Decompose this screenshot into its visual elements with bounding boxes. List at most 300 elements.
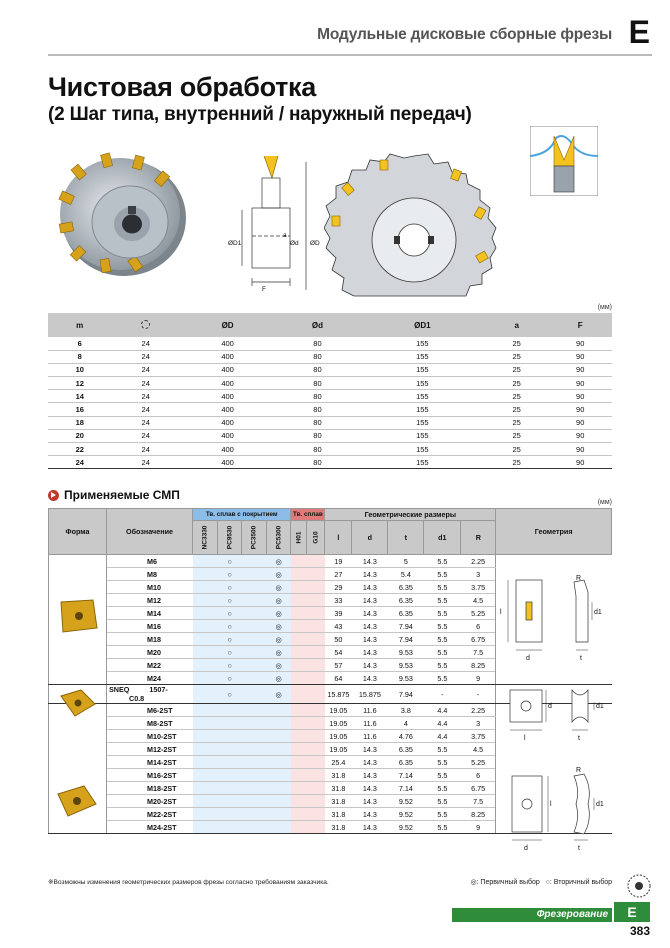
grade-cell [193, 581, 218, 594]
grade-cell [193, 756, 218, 769]
dimension-cell: 14.3 [352, 672, 388, 685]
grade-cell [193, 594, 218, 607]
table-cell: 80 [275, 443, 360, 456]
svg-text:t: t [580, 655, 582, 662]
table-cell: 90 [548, 456, 612, 469]
grade-cell [217, 756, 242, 769]
dimension-cell: 5.5 [424, 769, 461, 782]
cutter-front-drawing [324, 150, 504, 298]
dimension-cell: 15.875 [352, 685, 388, 704]
dimension-cell: 5.25 [461, 607, 496, 620]
grade-cell [307, 808, 325, 821]
table-cell: 25 [485, 416, 548, 429]
table-cell: 400 [180, 390, 275, 403]
dimension-cell: 5.5 [424, 594, 461, 607]
grade-cell [307, 672, 325, 685]
designation-cell: M20 [107, 646, 193, 659]
table-cell: 25 [485, 390, 548, 403]
table-cell: 24 [111, 337, 179, 350]
table-cell: 80 [275, 429, 360, 442]
insert-image-m-series [55, 598, 99, 634]
designation-cell: M12-2ST [107, 743, 193, 756]
table-cell: 400 [180, 337, 275, 350]
grade-cell: ○ [217, 659, 242, 672]
col-geom-dims: Геометрические размеры [325, 509, 496, 521]
grade-cell [217, 730, 242, 743]
dimension-cell: 27 [325, 568, 352, 581]
grade-cell [266, 808, 291, 821]
insert-image-sneq [57, 688, 97, 718]
grade-cell [217, 717, 242, 730]
legend [470, 878, 612, 886]
dimension-cell: 11.6 [352, 717, 388, 730]
grade-cell [242, 756, 267, 769]
grade-cell [291, 717, 307, 730]
dimension-cell: 31.8 [325, 769, 352, 782]
table-cell: 90 [548, 363, 612, 376]
table-cell: 25 [485, 403, 548, 416]
designation-cell: M18-2ST [107, 782, 193, 795]
dimension-cell: 8.25 [461, 808, 496, 821]
dimension-cell: 39 [325, 607, 352, 620]
dimension-cell: 5.4 [388, 568, 424, 581]
dimension-cell: 6.35 [388, 607, 424, 620]
table-cell: 24 [111, 416, 179, 429]
header-divider [48, 54, 652, 56]
dimension-cell: 7.5 [461, 646, 496, 659]
page-subtitle: (2 Шаг типа, внутренний / наружный передач) [48, 104, 472, 125]
grade-cell: ◎ [266, 633, 291, 646]
table-row [48, 456, 612, 469]
label-F: F [262, 286, 266, 293]
grade-cell: ○ [217, 685, 242, 704]
grade-cell: ◎ [266, 594, 291, 607]
grade-cell: ◎ [266, 646, 291, 659]
grade-cell [291, 808, 307, 821]
table-cell: 25 [485, 377, 548, 390]
dimension-cell: 5.5 [424, 743, 461, 756]
dimension-cell: 4.5 [461, 743, 496, 756]
grade-cell [291, 730, 307, 743]
dimension-cell: 9.52 [388, 795, 424, 808]
designation-cell: M8-2ST [107, 717, 193, 730]
grade-cell [242, 594, 267, 607]
dimension-cell: 4.4 [424, 717, 461, 730]
geometry-drawing-m-series [496, 572, 608, 664]
table-cell: 80 [275, 377, 360, 390]
table-cell: 24 [111, 403, 179, 416]
footer-letter: E [614, 902, 650, 922]
grade-cell [217, 782, 242, 795]
grade-cell [307, 717, 325, 730]
dimension-cell: 7.5 [461, 795, 496, 808]
col-teeth [111, 313, 179, 337]
dimension-cell: 31.8 [325, 808, 352, 821]
dimension-cell: 3 [461, 568, 496, 581]
grade-cell: ○ [217, 620, 242, 633]
table-cell: 400 [180, 443, 275, 456]
grade-cell [291, 620, 307, 633]
table-cell: 80 [275, 456, 360, 469]
table-cell: 20 [48, 429, 111, 442]
col-m: m [48, 313, 111, 337]
grade-cell [291, 633, 307, 646]
table-cell: 24 [48, 456, 111, 469]
grade-cell [291, 795, 307, 808]
table-cell: 155 [360, 403, 485, 416]
geometry-drawing-sneq [496, 682, 608, 742]
grade-cell: ◎ [266, 607, 291, 620]
table-cell: 90 [548, 443, 612, 456]
units-note-2: (мм) [597, 499, 612, 506]
dimension-cell: 14.3 [352, 808, 388, 821]
table-row [48, 390, 612, 403]
dimension-cell: 3 [461, 717, 496, 730]
dimension-cell: 54 [325, 646, 352, 659]
grade-cell [242, 730, 267, 743]
dimension-cell: 2.25 [461, 555, 496, 568]
insert-image-2st-series [54, 784, 98, 818]
grade-cell: ◎ [266, 685, 291, 704]
dimension-cell: 14.3 [352, 633, 388, 646]
table-cell: 90 [548, 403, 612, 416]
grade-cell [217, 704, 242, 717]
table-cell: 400 [180, 429, 275, 442]
dim-d: d [352, 521, 388, 555]
grade-cell: ○ [217, 594, 242, 607]
dimension-cell: 14.3 [352, 581, 388, 594]
dimension-cell: 25.4 [325, 756, 352, 769]
grade-cell [307, 743, 325, 756]
col-D: ØD [180, 313, 275, 337]
grade-cell: ◎ [266, 672, 291, 685]
grade-cell [307, 568, 325, 581]
grade-cell: ○ [217, 568, 242, 581]
dimension-cell: - [424, 685, 461, 704]
dim-t: t [388, 521, 424, 555]
grade-cell [291, 756, 307, 769]
designation-cell: M6 [107, 555, 193, 568]
col-geometry: Геометрия [496, 509, 612, 555]
grade-cell [266, 743, 291, 756]
dimension-cell: 14.3 [352, 607, 388, 620]
teeth-count-icon [141, 320, 150, 329]
grade-cell [193, 555, 218, 568]
grade-pc5300: PC5300 [266, 521, 291, 555]
col-F: F [548, 313, 612, 337]
dimension-cell: 19.05 [325, 730, 352, 743]
dimension-cell: 3.75 [461, 730, 496, 743]
grade-cell: ○ [217, 581, 242, 594]
dimension-cell: 9.53 [388, 659, 424, 672]
dimension-cell: 4.4 [424, 704, 461, 717]
designation-cell: M18 [107, 633, 193, 646]
grade-cell [217, 808, 242, 821]
dimension-cell: 14.3 [352, 620, 388, 633]
table-cell: 24 [111, 377, 179, 390]
dimension-cell: 5.5 [424, 555, 461, 568]
svg-text:d: d [526, 655, 530, 662]
grade-cell [242, 769, 267, 782]
dimension-cell: 5.5 [424, 808, 461, 821]
dimension-cell: 15.875 [325, 685, 352, 704]
grade-cell: ◎ [266, 555, 291, 568]
dimension-cell: 33 [325, 594, 352, 607]
grade-cell [242, 717, 267, 730]
table-cell: 90 [548, 377, 612, 390]
footnote: ※Возможны изменения геометрических размеров фрезы согласно требованиям заказчика. [48, 879, 329, 886]
grade-cell [193, 607, 218, 620]
table-cell: 90 [548, 350, 612, 363]
dimension-cell: 14.3 [352, 659, 388, 672]
dimension-cell: 11.6 [352, 704, 388, 717]
table-cell: 400 [180, 403, 275, 416]
svg-text:t: t [578, 735, 580, 742]
grade-cell [242, 646, 267, 659]
dimension-cell: 3.75 [461, 581, 496, 594]
dimension-cell: 6.35 [388, 743, 424, 756]
grade-cell: ○ [217, 633, 242, 646]
dimension-cell: 8.25 [461, 659, 496, 672]
table-cell: 80 [275, 416, 360, 429]
grade-cell [193, 821, 218, 834]
dimension-cell: 14.3 [352, 743, 388, 756]
grade-cell [242, 555, 267, 568]
table-row [48, 403, 612, 416]
table-row [48, 416, 612, 429]
dimension-cell: 19.05 [325, 717, 352, 730]
grade-cell [291, 782, 307, 795]
grade-cell: ◎ [266, 581, 291, 594]
dimension-cell: 6.75 [461, 633, 496, 646]
grade-cell: ◎ [266, 620, 291, 633]
inserts-section-title: Применяемые СМП [48, 488, 180, 502]
grade-cell [307, 821, 325, 834]
grade-cell [291, 769, 307, 782]
svg-text:R: R [576, 767, 582, 774]
grade-cell [291, 672, 307, 685]
designation-cell: M24 [107, 672, 193, 685]
grade-cell [307, 555, 325, 568]
grade-cell [242, 672, 267, 685]
table-cell: 80 [275, 363, 360, 376]
svg-text:l: l [500, 609, 502, 616]
dimension-cell: 43 [325, 620, 352, 633]
dimension-cell: 4.5 [461, 594, 496, 607]
dimension-cell: 4.4 [424, 730, 461, 743]
dim-d1: d1 [424, 521, 461, 555]
dimension-cell: 19.05 [325, 743, 352, 756]
label-a: a [283, 232, 287, 239]
dimension-cell: 7.14 [388, 769, 424, 782]
grade-cell [266, 730, 291, 743]
section-bullet-icon [48, 490, 59, 501]
dimension-cell: 5.5 [424, 581, 461, 594]
grade-cell [242, 568, 267, 581]
table-cell: 155 [360, 377, 485, 390]
grade-cell [217, 821, 242, 834]
dimension-cell: 9.53 [388, 672, 424, 685]
dimension-cell: 14.3 [352, 769, 388, 782]
grade-cell [307, 756, 325, 769]
label-D: ØD [310, 240, 320, 247]
grade-cell [291, 607, 307, 620]
grade-cell [193, 568, 218, 581]
dimension-cell: 11.6 [352, 730, 388, 743]
grade-cell [242, 581, 267, 594]
designation-cell: M22 [107, 659, 193, 672]
grade-cell [193, 704, 218, 717]
dimension-cell: 5 [388, 555, 424, 568]
dimension-cell: 6.75 [461, 782, 496, 795]
svg-text:t: t [578, 845, 580, 852]
table-cell: 24 [111, 390, 179, 403]
table-row [48, 443, 612, 456]
col-form: Форма [49, 509, 107, 555]
table-cell: 155 [360, 350, 485, 363]
table-cell: 14 [48, 390, 111, 403]
geometry-drawing-2st-series [496, 762, 608, 854]
grade-cell [193, 717, 218, 730]
grade-cell [217, 795, 242, 808]
table-cell: 80 [275, 403, 360, 416]
label-d1: ØD1 [228, 240, 242, 247]
dimension-cell: 5.5 [424, 607, 461, 620]
dimension-cell: 19.05 [325, 704, 352, 717]
svg-text:R: R [576, 575, 582, 582]
table-cell: 400 [180, 363, 275, 376]
grade-cell [307, 769, 325, 782]
table-cell: 155 [360, 429, 485, 442]
grade-pc9530: PC9530 [217, 521, 242, 555]
dimension-cell: 6.35 [388, 756, 424, 769]
dimension-cell: 6.35 [388, 594, 424, 607]
table-cell: 25 [485, 337, 548, 350]
table-cell: 90 [548, 416, 612, 429]
grade-cell [193, 808, 218, 821]
dimension-cell: 5.5 [424, 659, 461, 672]
table-cell: 10 [48, 363, 111, 376]
grade-cell [307, 685, 325, 704]
grade-cell [307, 607, 325, 620]
grade-cell [266, 717, 291, 730]
grade-cell [291, 659, 307, 672]
table-row [49, 555, 612, 568]
grade-cell [242, 782, 267, 795]
table-cell: 400 [180, 350, 275, 363]
dimension-cell: 5.25 [461, 756, 496, 769]
dimension-cell: 5.5 [424, 821, 461, 834]
dimension-cell: 5.5 [424, 568, 461, 581]
svg-text:d: d [548, 703, 552, 710]
grade-cell [266, 769, 291, 782]
dimension-cell: 5.5 [424, 756, 461, 769]
dim-l: l [325, 521, 352, 555]
grade-cell: ○ [217, 555, 242, 568]
svg-text:l: l [524, 735, 526, 742]
dimension-cell: 14.3 [352, 821, 388, 834]
table-cell: 8 [48, 350, 111, 363]
dimension-cell: 9.53 [388, 646, 424, 659]
grade-cell [307, 620, 325, 633]
designation-cell: M14-2ST [107, 756, 193, 769]
dimension-cell: 14.3 [352, 782, 388, 795]
dimension-cell: 14.3 [352, 568, 388, 581]
grade-cell [266, 756, 291, 769]
table-cell: 155 [360, 416, 485, 429]
dimension-cell: 7.94 [388, 620, 424, 633]
grade-cell: ○ [217, 607, 242, 620]
designation-cell: M6-2ST [107, 704, 193, 717]
designation-cell: M8 [107, 568, 193, 581]
dimension-cell: 5.5 [424, 633, 461, 646]
grade-cell [291, 704, 307, 717]
grade-cell [291, 646, 307, 659]
grade-cell: ◎ [266, 659, 291, 672]
table-cell: 24 [111, 443, 179, 456]
grade-cell [307, 594, 325, 607]
grade-cell [266, 795, 291, 808]
dimension-cell: 6 [461, 769, 496, 782]
designation-cell: M10-2ST [107, 730, 193, 743]
form-label: SNEQ [109, 685, 130, 694]
dim-R: R [461, 521, 496, 555]
table-row [48, 337, 612, 350]
grade-cell [217, 743, 242, 756]
dimension-cell: 31.8 [325, 795, 352, 808]
svg-text:d1: d1 [594, 609, 602, 616]
grade-cell [193, 730, 218, 743]
dimension-cell: 3.8 [388, 704, 424, 717]
dimension-cell: 14.3 [352, 756, 388, 769]
grade-cell [193, 659, 218, 672]
dimension-cell: 9.52 [388, 808, 424, 821]
dimension-cell: 4.76 [388, 730, 424, 743]
page-number: 383 [629, 924, 650, 938]
table-cell: 90 [548, 390, 612, 403]
grade-cell [266, 704, 291, 717]
dimension-cell: 14.3 [352, 555, 388, 568]
table-cell: 90 [548, 337, 612, 350]
grade-cell [291, 568, 307, 581]
designation-cell: M20-2ST [107, 795, 193, 808]
designation-cell: M10 [107, 581, 193, 594]
grade-cell [291, 743, 307, 756]
table-cell: 80 [275, 337, 360, 350]
designation-cell: M22-2ST [107, 808, 193, 821]
dimension-cell: 5.5 [424, 646, 461, 659]
dimension-cell: 31.8 [325, 821, 352, 834]
units-note-1: (мм) [597, 304, 612, 311]
dimension-cell: 9 [461, 821, 496, 834]
grade-cell [242, 633, 267, 646]
col-d: Ød [275, 313, 360, 337]
grade-cell [266, 782, 291, 795]
table-cell: 155 [360, 337, 485, 350]
grade-cell: ○ [217, 672, 242, 685]
table-cell: 400 [180, 416, 275, 429]
cutter-photo [44, 148, 200, 280]
table-row [48, 429, 612, 442]
svg-text:d1: d1 [596, 801, 604, 808]
dimension-cell: 4 [388, 717, 424, 730]
grade-cell [242, 743, 267, 756]
col-a: a [485, 313, 548, 337]
table-cell: 22 [48, 443, 111, 456]
dimension-cell: 6.35 [388, 581, 424, 594]
grade-cell [307, 659, 325, 672]
table-cell: 25 [485, 363, 548, 376]
